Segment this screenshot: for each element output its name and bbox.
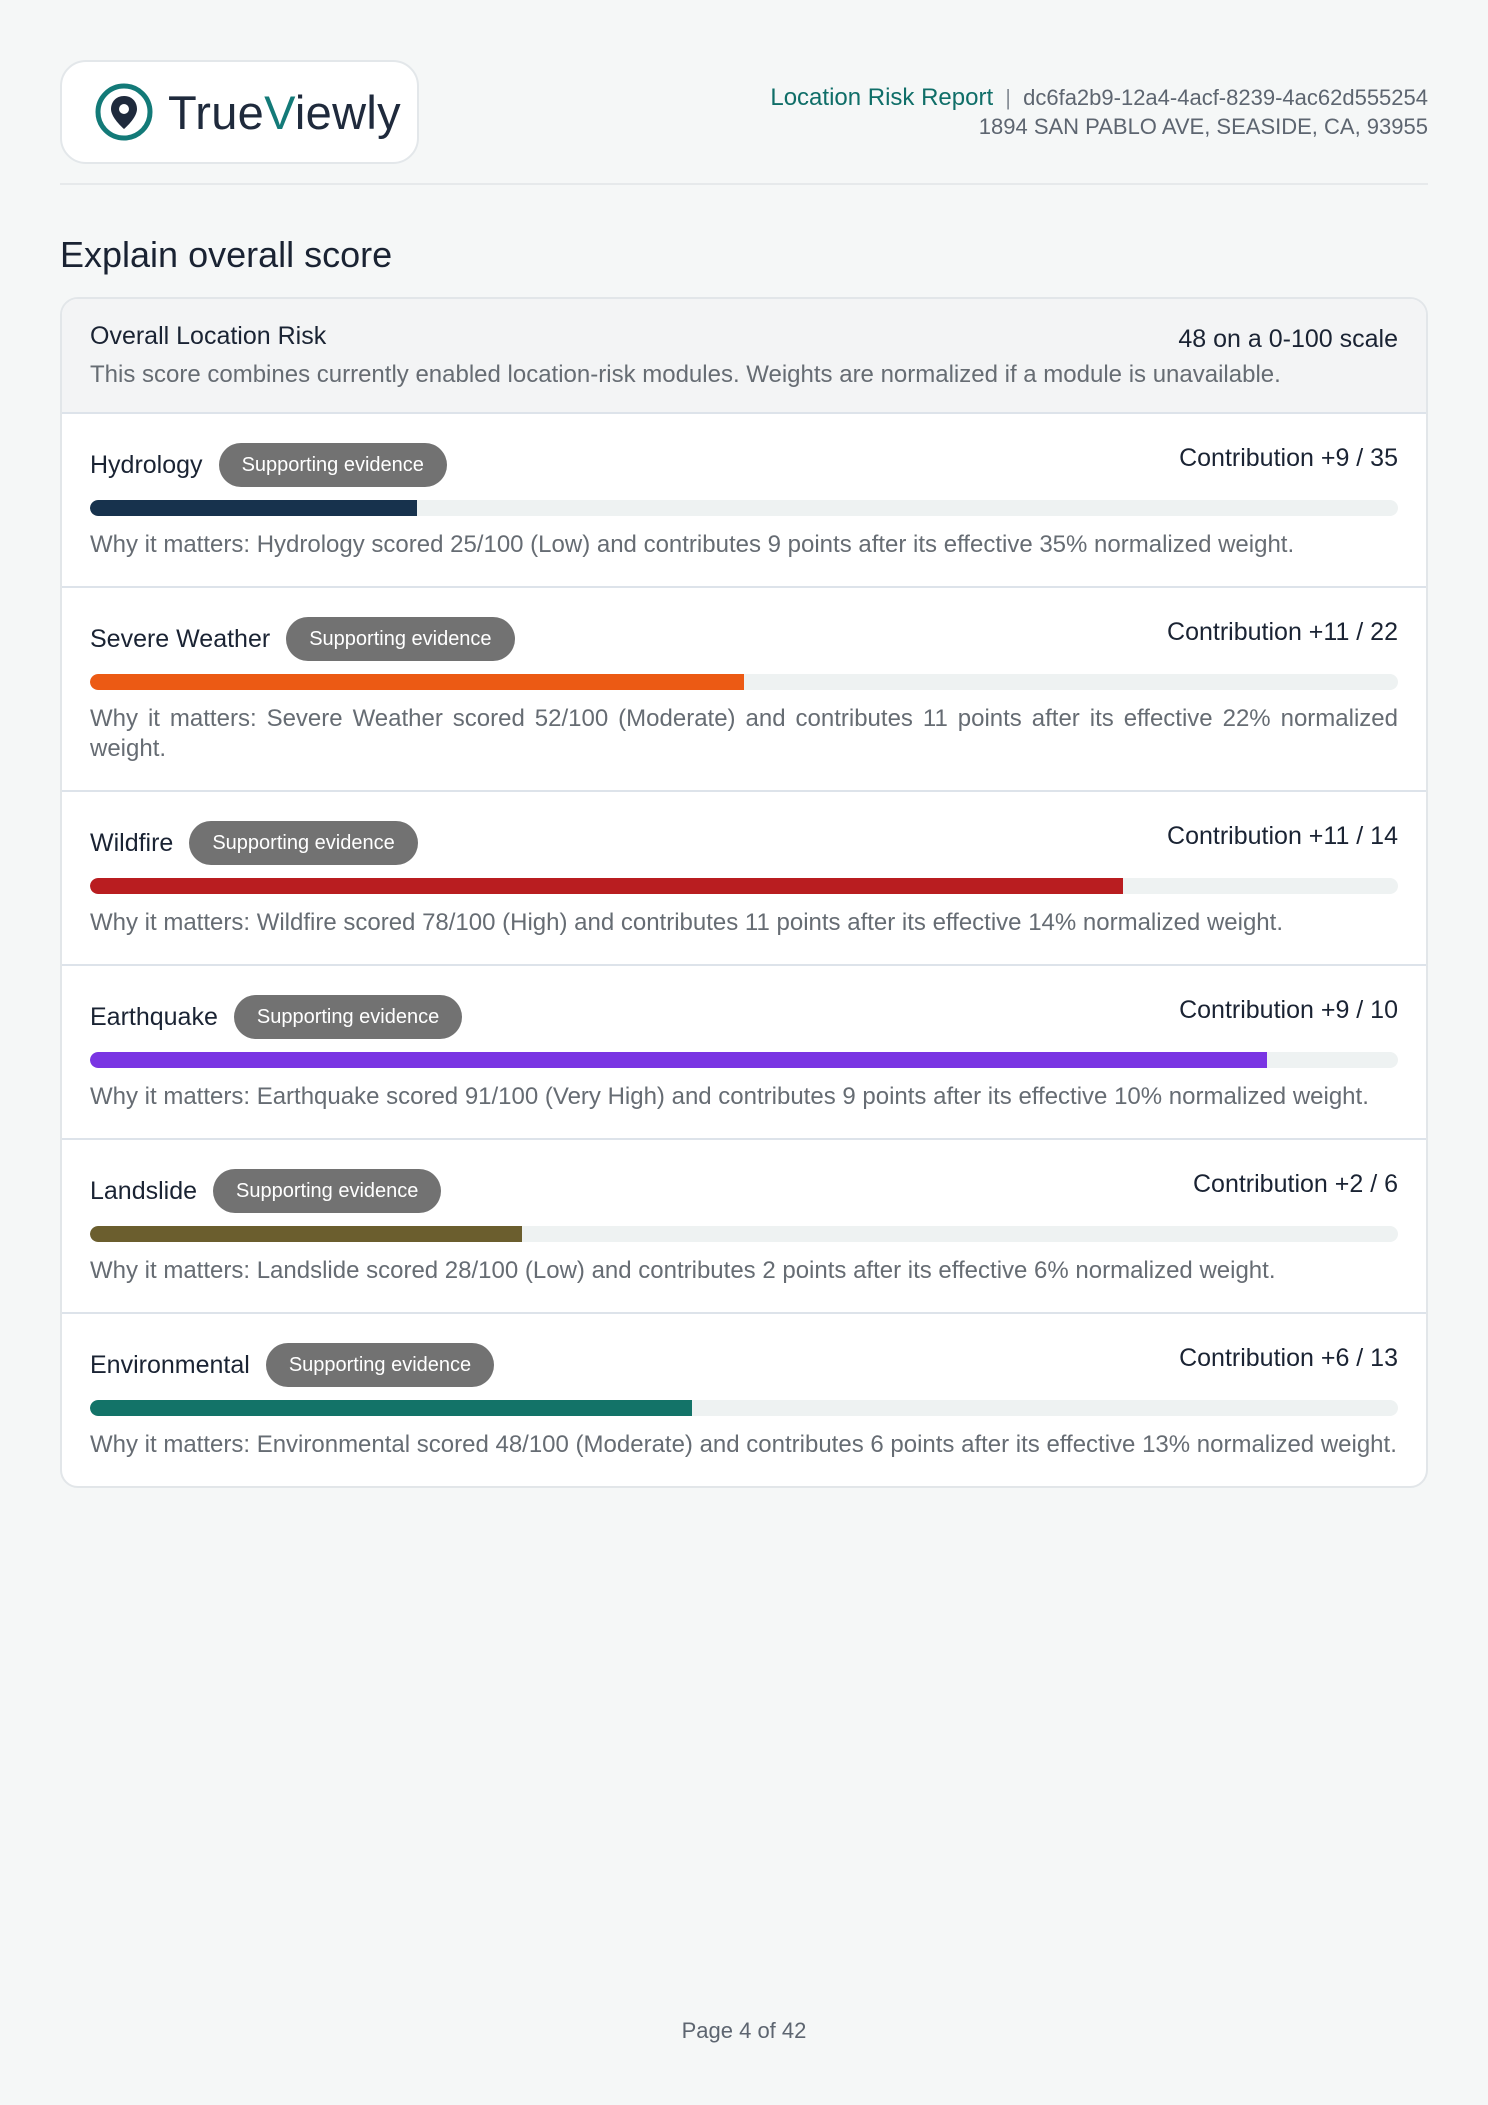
- brand-name: TrueViewly: [168, 85, 401, 139]
- module-explanation: Why it matters: Hydrology scored 25/100 (Low) and contributes 9 points after its effective 35% normalized weight.: [90, 531, 1295, 558]
- separator: |: [1005, 85, 1011, 110]
- module-name: Landslide: [90, 1176, 198, 1205]
- supporting-evidence-button[interactable]: Supporting evidence: [266, 1343, 494, 1387]
- module-explanation: Why it matters: Landslide scored 28/100 (Low) and contributes 2 points after its effective 6% normalized weight.: [90, 1257, 1276, 1284]
- overall-title: Overall Location Risk: [90, 322, 327, 350]
- supporting-evidence-button[interactable]: Supporting evidence: [234, 995, 462, 1039]
- score-bar-track: [90, 1400, 1398, 1416]
- module-row-severe-weather: [62, 588, 1426, 792]
- module-name: Hydrology: [90, 450, 203, 479]
- module-explanation: Why it matters: Environmental scored 48/100 (Moderate) and contributes 6 points after its effective 13% normalized weight.: [90, 1431, 1397, 1458]
- module-contribution: Contribution +11 / 14: [1167, 822, 1398, 850]
- score-bar-fill: [90, 500, 417, 516]
- supporting-evidence-button[interactable]: Supporting evidence: [219, 443, 447, 487]
- report-title: Location Risk Report: [770, 84, 994, 111]
- overall-score-panel: [62, 299, 1426, 414]
- score-bar-fill: [90, 1052, 1267, 1068]
- module-explanation: Why it matters: Severe Weather scored 52/100 (Moderate) and contributes 11 points after its effective 22% normalized weight.: [90, 705, 1398, 762]
- overall-description: This score combines currently enabled location-risk modules. Weights are normalized if a module is unavailable.: [90, 361, 1281, 388]
- page-number: Page 4 of 42: [681, 2018, 807, 2043]
- module-name: Severe Weather: [90, 624, 271, 653]
- module-contribution: Contribution +9 / 10: [1179, 996, 1398, 1024]
- module-explanation: Why it matters: Wildfire scored 78/100 (High) and contributes 11 points after its effective 14% normalized weight.: [90, 909, 1283, 936]
- property-address: 1894 SAN PABLO AVE, SEASIDE, CA, 93955: [978, 114, 1428, 139]
- score-bar-fill: [90, 878, 1123, 894]
- module-row-hydrology: [62, 414, 1426, 588]
- location-pin-icon: [94, 82, 154, 142]
- module-row-wildfire: [62, 792, 1426, 966]
- module-name: Wildfire: [90, 828, 174, 857]
- score-bar-fill: [90, 1400, 692, 1416]
- module-contribution: Contribution +9 / 35: [1179, 444, 1398, 472]
- overall-score: 48 on a 0-100 scale: [1178, 325, 1398, 353]
- score-bar-fill: [90, 674, 744, 690]
- supporting-evidence-button[interactable]: Supporting evidence: [213, 1169, 441, 1213]
- score-bar-track: [90, 674, 1398, 690]
- brand-logo: [60, 60, 419, 164]
- score-bar-track: [90, 1226, 1398, 1242]
- score-bar-fill: [90, 1226, 522, 1242]
- score-breakdown-card: [60, 297, 1428, 1488]
- module-row-environmental: [62, 1314, 1426, 1486]
- module-name: Environmental: [90, 1350, 250, 1379]
- score-bar-track: [90, 1052, 1398, 1068]
- module-list: [62, 414, 1426, 1486]
- supporting-evidence-button[interactable]: Supporting evidence: [189, 821, 417, 865]
- report-header: [60, 60, 1428, 185]
- supporting-evidence-button[interactable]: Supporting evidence: [286, 617, 514, 661]
- report-meta: [770, 83, 1428, 141]
- module-name: Earthquake: [90, 1002, 218, 1031]
- report-id: dc6fa2b9-12a4-4acf-8239-4ac62d555254: [1023, 85, 1428, 110]
- section-title: Explain overall score: [60, 234, 393, 275]
- module-contribution: Contribution +11 / 22: [1167, 618, 1398, 646]
- score-bar-track: [90, 500, 1398, 516]
- module-contribution: Contribution +6 / 13: [1179, 1344, 1398, 1372]
- module-row-earthquake: [62, 966, 1426, 1140]
- module-row-landslide: [62, 1140, 1426, 1314]
- module-contribution: Contribution +2 / 6: [1193, 1170, 1398, 1198]
- score-bar-track: [90, 878, 1398, 894]
- module-explanation: Why it matters: Earthquake scored 91/100 (Very High) and contributes 9 points after its effective 10% normalized weight.: [90, 1083, 1369, 1110]
